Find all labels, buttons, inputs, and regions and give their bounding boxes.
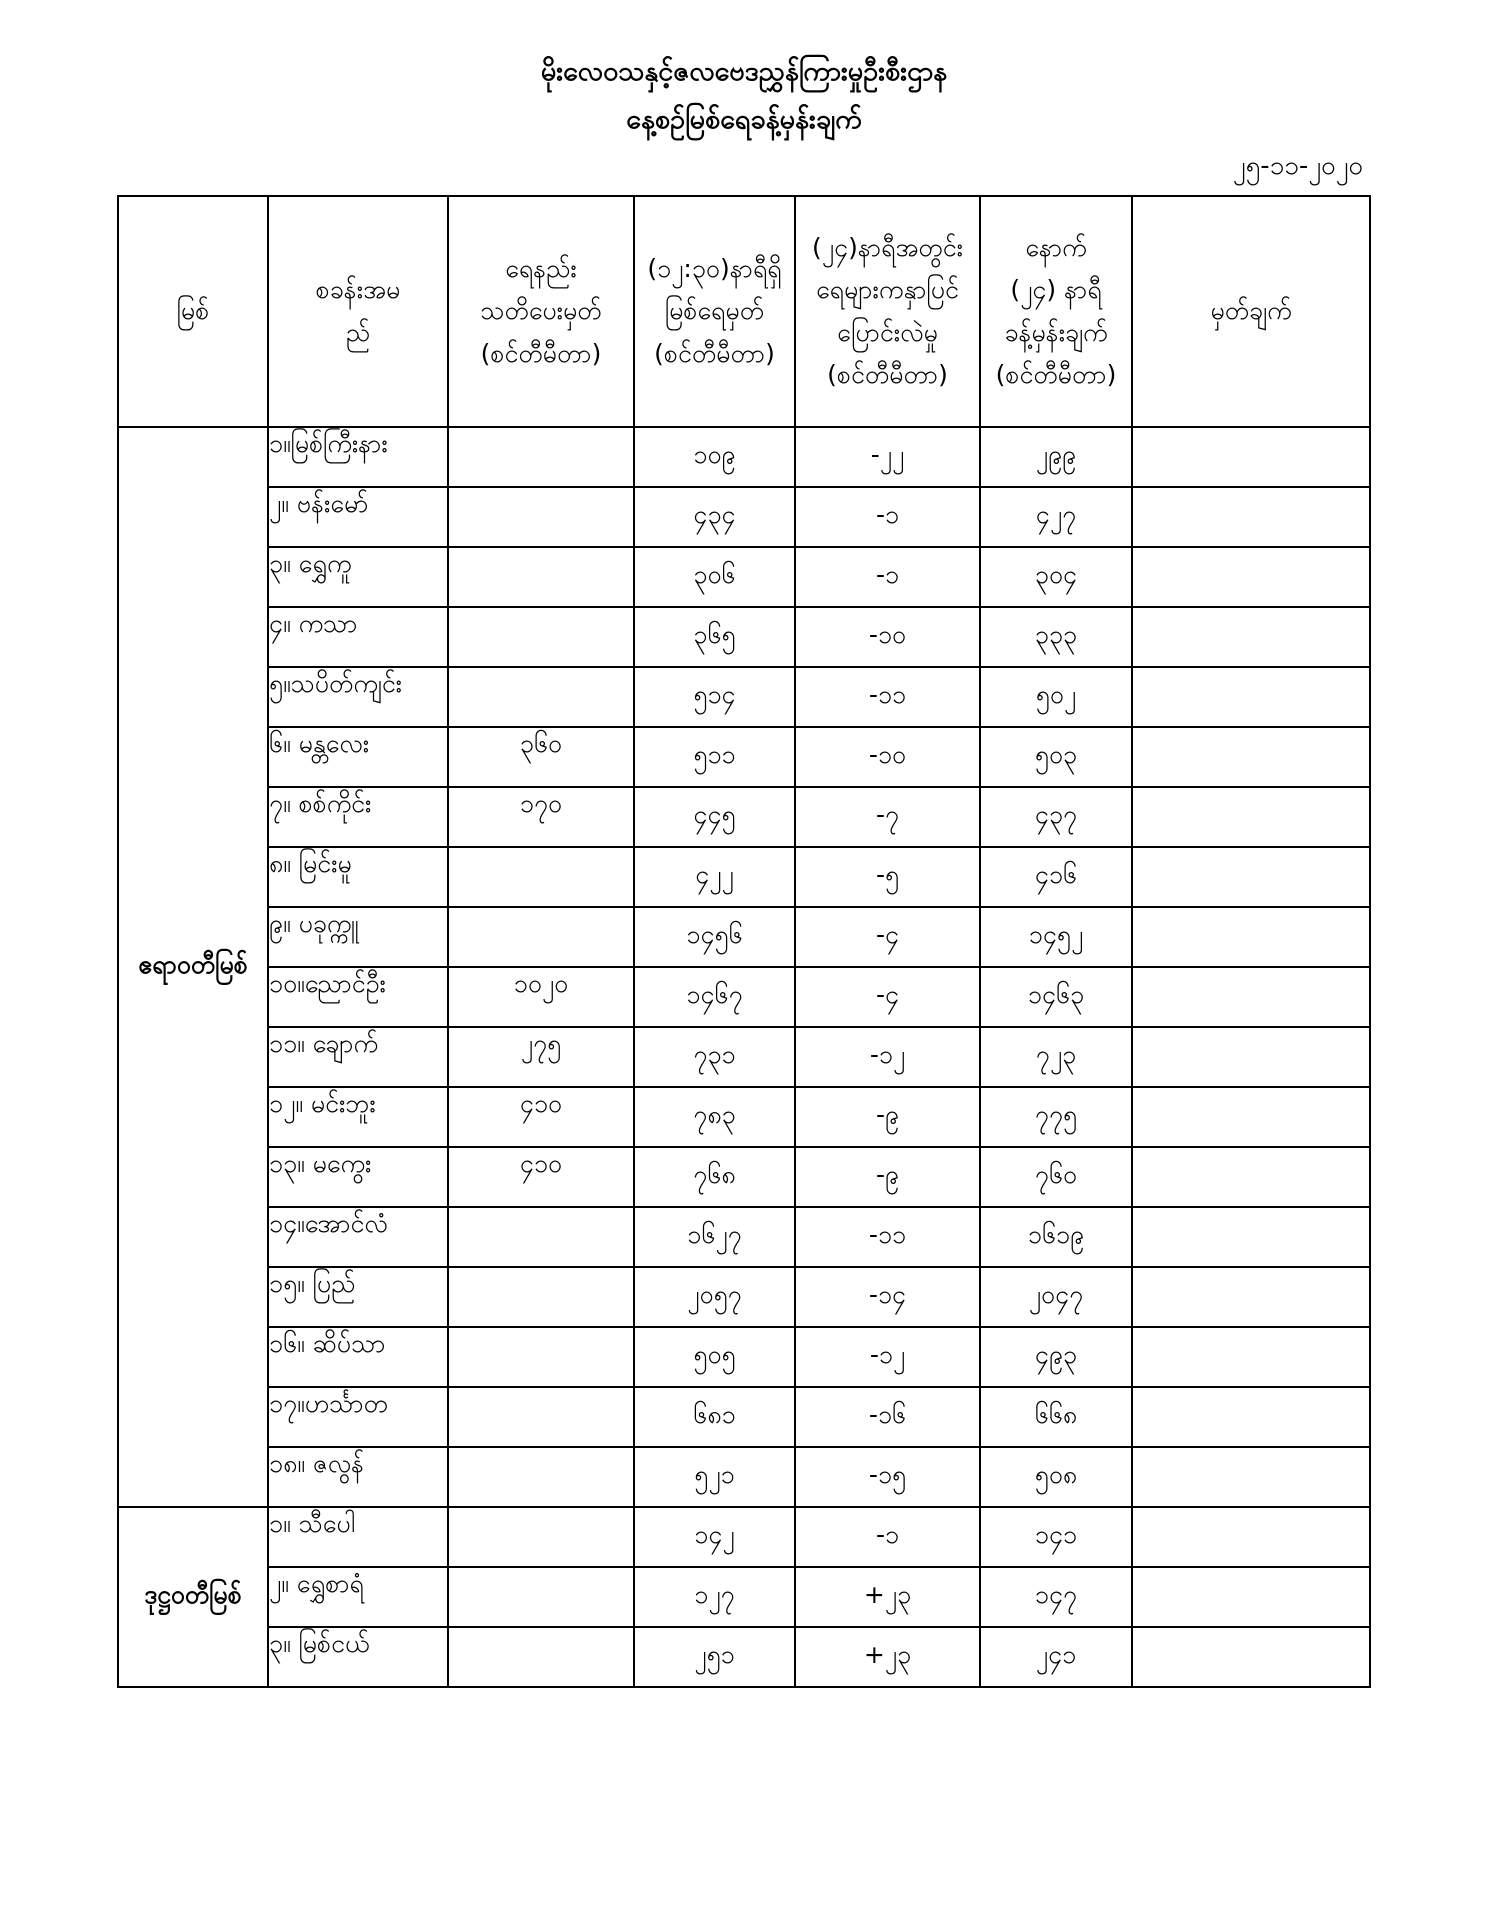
station-name: ၁။ သီပေါ <box>268 1507 448 1567</box>
table-row <box>118 487 1370 547</box>
warning-level <box>448 667 634 727</box>
river-name: ဒုဋ္ဌဝတီမြစ် <box>118 1507 268 1687</box>
remark <box>1132 547 1370 607</box>
warning-level <box>448 487 634 547</box>
level-forecast: ၂၄၁ <box>980 1627 1132 1687</box>
level-forecast: ၄၉၃ <box>980 1327 1132 1387</box>
remark <box>1132 1507 1370 1567</box>
table-row <box>118 547 1370 607</box>
remark <box>1132 847 1370 907</box>
document-title: မိုးလေဝသနှင့်ဇလဗေဒညွှန်ကြားမှုဦးစီးဌာန <box>540 56 948 87</box>
table-row <box>118 1567 1370 1627</box>
document-subtitle: နေ့စဉ်မြစ်ရေခန့်မှန်းချက် <box>626 104 862 135</box>
level-forecast: ၄၃၇ <box>980 787 1132 847</box>
header-24h-change <box>795 196 980 427</box>
warning-level <box>448 1207 634 1267</box>
warning-level <box>448 1267 634 1327</box>
level-change: -၁၂ <box>795 1027 980 1087</box>
remark <box>1132 1447 1370 1507</box>
table-row <box>118 1087 1370 1147</box>
remark <box>1132 427 1370 487</box>
header-river <box>118 196 268 427</box>
warning-level <box>448 1627 634 1687</box>
level-forecast: ၄၁၆ <box>980 847 1132 907</box>
station-name: ၁၇။ဟင်္သာတ <box>268 1387 448 1447</box>
table-row <box>118 1207 1370 1267</box>
station-name: ၅။သပိတ်ကျင်း <box>268 667 448 727</box>
remark <box>1132 1267 1370 1327</box>
header-text: ပြောင်းလဲမှု <box>837 317 938 347</box>
water-level: ၇၃၁ <box>634 1027 795 1087</box>
header-text: မှတ်ချက် <box>1210 296 1292 326</box>
remark <box>1132 967 1370 1027</box>
water-level: ၃၆၅ <box>634 607 795 667</box>
level-change: -၁၀ <box>795 727 980 787</box>
table-row <box>118 667 1370 727</box>
level-change: +၂၃ <box>795 1567 980 1627</box>
warning-level: ၄၁၀ <box>448 1147 634 1207</box>
remark <box>1132 607 1370 667</box>
table-header-row <box>118 196 1370 427</box>
station-name: ၉။ ပခုက္ကူ <box>268 907 448 967</box>
level-change: -၁၂ <box>795 1327 980 1387</box>
table-row <box>118 907 1370 967</box>
station-name: ၁၃။ မကွေး <box>268 1147 448 1207</box>
level-forecast: ၅၀၈ <box>980 1447 1132 1507</box>
warning-level: ၁၀၂၀ <box>448 967 634 1027</box>
header-text: ခန့်မှန်းချက် <box>1004 317 1108 347</box>
table-row <box>118 1147 1370 1207</box>
water-level: ၆၈၁ <box>634 1387 795 1447</box>
water-level: ၅၂၁ <box>634 1447 795 1507</box>
warning-level <box>448 1567 634 1627</box>
table-row <box>118 427 1370 487</box>
header-text: ရေများကနှာပြင် <box>816 275 959 304</box>
station-name: ၄။ ကသာ <box>268 607 448 667</box>
water-level: ၄၄၅ <box>634 787 795 847</box>
warning-level: ၁၇၀ <box>448 787 634 847</box>
level-forecast: ၁၆၁၉ <box>980 1207 1132 1267</box>
warning-level <box>448 1387 634 1447</box>
header-text: သတိပေးမှတ် <box>480 296 602 326</box>
warning-level <box>448 427 634 487</box>
level-forecast: ၁၄၇ <box>980 1567 1132 1627</box>
header-text: နောက် <box>1025 232 1087 262</box>
remark <box>1132 1027 1370 1087</box>
river-name: ဧရာဝတီမြစ် <box>118 427 268 1507</box>
station-name: ၁၄။အောင်လံ <box>268 1207 448 1267</box>
remark <box>1132 487 1370 547</box>
table-row <box>118 1507 1370 1567</box>
station-name: ၃။ ရွှေကူ <box>268 547 448 607</box>
table-row <box>118 1627 1370 1687</box>
level-change: -၁ <box>795 487 980 547</box>
table-row <box>118 607 1370 667</box>
table-body <box>118 427 1370 1687</box>
level-change: -၅ <box>795 847 980 907</box>
header-text: (၂၄)နာရီအတွင်း <box>812 232 963 262</box>
warning-level <box>448 907 634 967</box>
remark <box>1132 1567 1370 1627</box>
water-level: ၃၀၆ <box>634 547 795 607</box>
table-row <box>118 1267 1370 1327</box>
station-name: ၆။ မန္တလေး <box>268 727 448 787</box>
level-change: -၁၁ <box>795 1207 980 1267</box>
warning-level: ၄၁၀ <box>448 1087 634 1147</box>
header-remarks <box>1132 196 1370 427</box>
level-forecast: ၁၄၆၃ <box>980 967 1132 1027</box>
water-level: ၅၁၁ <box>634 727 795 787</box>
level-change: -၂၂ <box>795 427 980 487</box>
header-text: (စင်တီမီတာ) <box>480 338 602 368</box>
table-row <box>118 1327 1370 1387</box>
water-level: ၄၃၄ <box>634 487 795 547</box>
level-forecast: ၃၀၄ <box>980 547 1132 607</box>
level-forecast: ၇၇၅ <box>980 1087 1132 1147</box>
level-change: -၁၁ <box>795 667 980 727</box>
station-name: ၁။မြစ်ကြီးနား <box>268 427 448 487</box>
warning-level: ၃၆၀ <box>448 727 634 787</box>
station-name: ၈။ မြင်းမူ <box>268 847 448 907</box>
table-row <box>118 1027 1370 1087</box>
level-change: -၁ <box>795 547 980 607</box>
header-text: မြစ်ရေမှတ် <box>664 296 765 326</box>
water-level: ၅၁၄ <box>634 667 795 727</box>
water-level: ၁၄၆၇ <box>634 967 795 1027</box>
level-forecast: ၂၀၄၇ <box>980 1267 1132 1327</box>
level-change: -၁ <box>795 1507 980 1567</box>
level-change: -၇ <box>795 787 980 847</box>
remark <box>1132 907 1370 967</box>
water-level: ၂၀၅၇ <box>634 1267 795 1327</box>
station-name: ၁၈။ ဇလွန် <box>268 1447 448 1507</box>
table-row <box>118 847 1370 907</box>
water-level: ၇၆၈ <box>634 1147 795 1207</box>
station-name: ၃။ မြစ်ငယ် <box>268 1627 448 1687</box>
station-name: ၁၆။ ဆိပ်သာ <box>268 1327 448 1387</box>
water-level: ၁၄၂ <box>634 1507 795 1567</box>
station-name: ၇။ စစ်ကိုင်း <box>268 787 448 847</box>
water-level: ၄၂၂ <box>634 847 795 907</box>
water-level: ၁၆၂၇ <box>634 1207 795 1267</box>
level-change: -၄ <box>795 967 980 1027</box>
remark <box>1132 1207 1370 1267</box>
header-text: မြစ် <box>176 296 210 326</box>
header-text: ရေနည်း <box>505 253 577 283</box>
water-level: ၅၀၅ <box>634 1327 795 1387</box>
level-forecast: ၅၀၂ <box>980 667 1132 727</box>
header-24h-forecast <box>980 196 1132 427</box>
level-change: -၉ <box>795 1087 980 1147</box>
header-water-level <box>634 196 795 427</box>
level-forecast: ၃၃၃ <box>980 607 1132 667</box>
warning-level <box>448 1327 634 1387</box>
remark <box>1132 1087 1370 1147</box>
level-forecast: ၇၂၃ <box>980 1027 1132 1087</box>
table-row <box>118 1387 1370 1447</box>
water-level: ၇၈၃ <box>634 1087 795 1147</box>
warning-level <box>448 1507 634 1567</box>
water-level: ၁၂၇ <box>634 1567 795 1627</box>
remark <box>1132 1627 1370 1687</box>
warning-level <box>448 547 634 607</box>
level-forecast: ၁၄၅၂ <box>980 907 1132 967</box>
warning-level: ၂၇၅ <box>448 1027 634 1087</box>
remark <box>1132 1147 1370 1207</box>
remark <box>1132 787 1370 847</box>
level-change: -၉ <box>795 1147 980 1207</box>
water-level: ၂၅၁ <box>634 1627 795 1687</box>
warning-level <box>448 847 634 907</box>
level-forecast: ၂၉၉ <box>980 427 1132 487</box>
station-name: ၂။ ဗန်းမော် <box>268 487 448 547</box>
header-text: ည် <box>345 317 371 347</box>
table-row <box>118 787 1370 847</box>
level-forecast: ၄၂၇ <box>980 487 1132 547</box>
level-change: -၁၆ <box>795 1387 980 1447</box>
level-change: -၁၅ <box>795 1447 980 1507</box>
header-warning-level <box>448 196 634 427</box>
table-row <box>118 1447 1370 1507</box>
header-station <box>268 196 448 427</box>
level-forecast: ၅၀၃ <box>980 727 1132 787</box>
warning-level <box>448 607 634 667</box>
level-change: -၁၄ <box>795 1267 980 1327</box>
table-row <box>118 967 1370 1027</box>
water-level: ၁၀၉ <box>634 427 795 487</box>
header-text: (၂၄) နာရီ <box>1010 275 1102 304</box>
station-name: ၁၂။ မင်းဘူး <box>268 1087 448 1147</box>
remark <box>1132 1327 1370 1387</box>
level-change: -၄ <box>795 907 980 967</box>
level-change: -၁၀ <box>795 607 980 667</box>
report-date: ၂၅-၁၁-၂၀၂၀ <box>1232 151 1363 181</box>
level-forecast: ၇၆၀ <box>980 1147 1132 1207</box>
header-text: (စင်တီမီတာ) <box>654 338 775 368</box>
header-text: (၁၂:၃၀)နာရီရှိ <box>647 253 782 283</box>
level-change: +၂၃ <box>795 1627 980 1687</box>
warning-level <box>448 1447 634 1507</box>
level-forecast: ၆၆၈ <box>980 1387 1132 1447</box>
station-name: ၁၁။ ချောက် <box>268 1027 448 1087</box>
header-text: စခန်းအမ <box>315 275 401 304</box>
remark <box>1132 727 1370 787</box>
station-name: ၁၀။ညောင်ဦး <box>268 967 448 1027</box>
level-forecast: ၁၄၁ <box>980 1507 1132 1567</box>
header-text: (စင်တီမီတာ) <box>995 360 1117 389</box>
header-text: (စင်တီမီတာ) <box>827 360 948 389</box>
station-name: ၁၅။ ပြည် <box>268 1267 448 1327</box>
table-row <box>118 727 1370 787</box>
station-name: ၂။ ရွှေစာရံ <box>268 1567 448 1627</box>
remark <box>1132 667 1370 727</box>
remark <box>1132 1387 1370 1447</box>
water-level: ၁၄၅၆ <box>634 907 795 967</box>
river-forecast-table <box>117 195 1371 1688</box>
